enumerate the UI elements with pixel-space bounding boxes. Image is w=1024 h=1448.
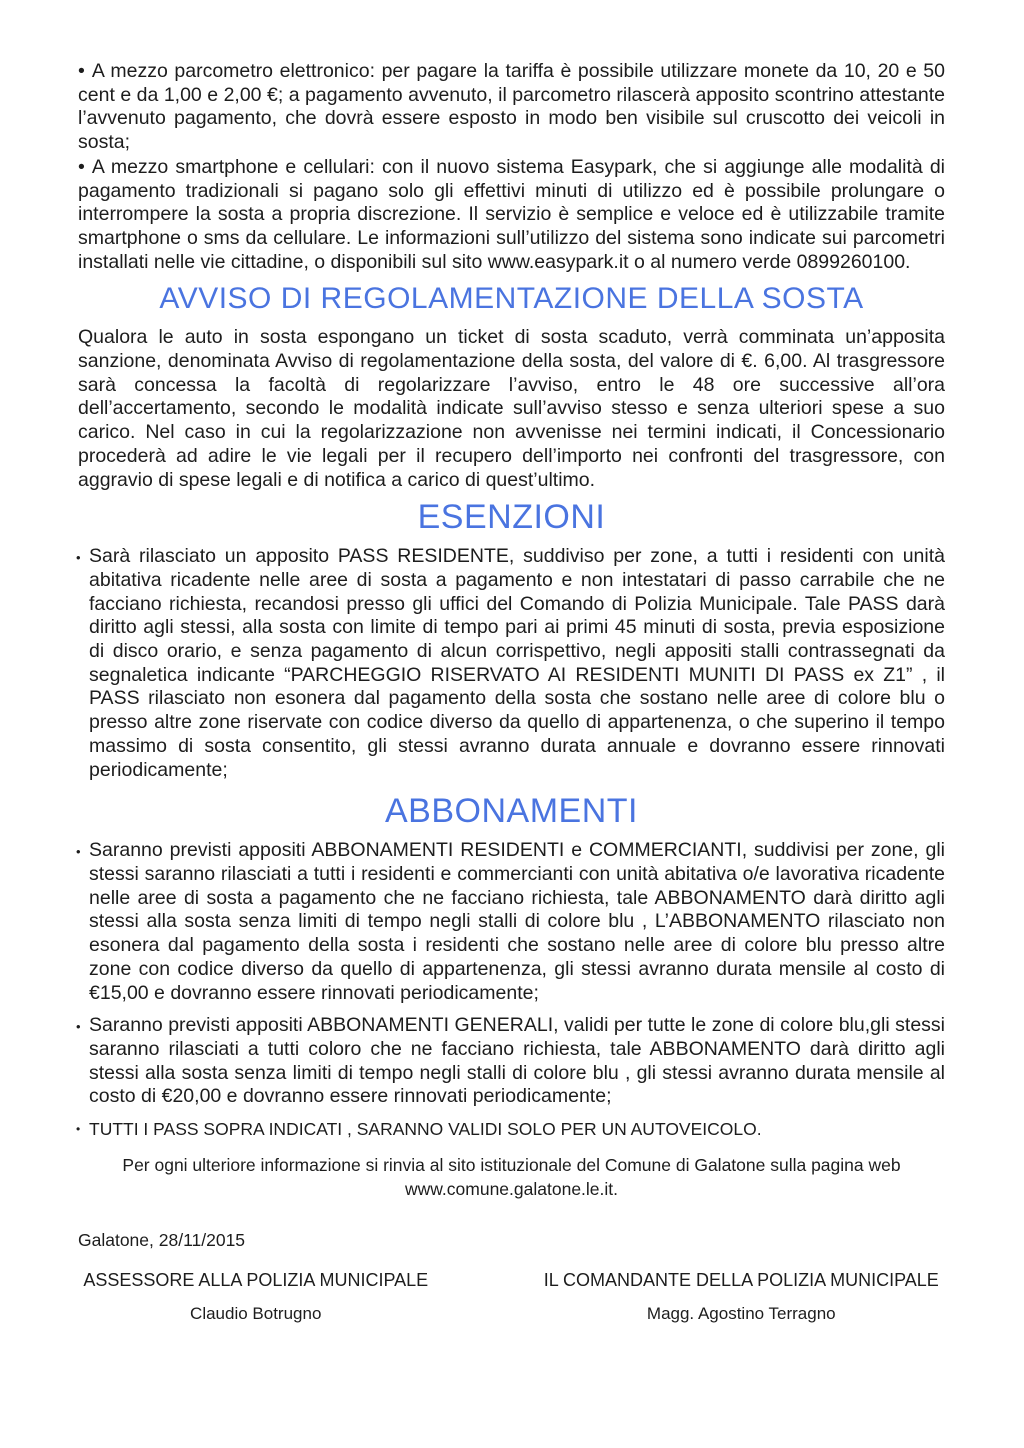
payment-method-parcometro-text: A mezzo parcometro elettronico: per pagare la tariffa è possibile utilizzare monete da 10, 20 e 50 cent e da 1,00 e 2,00 €; a pagamento avvenuto, il parcometro rilascerà apposito scontrino attestante l’avvenuto pagamento, che dovrà essere esposto in modo ben visibile sul cruscotto dei veicoli in sosta; bbox=[78, 60, 945, 154]
abbonamenti-residenti-text: Saranno previsti appositi ABBONAMENTI RESIDENTI e COMMERCIANTI, suddivisi per zone, gli stessi saranno rilasciati a tutti i residenti e commercianti con unità abitativa o/e lavorativa ricadente nelle aree di sosta a pagamento che ne facciano richiesta, tale ABBONAMENTO darà diritto agli stessi alla sosta senza limiti di tempo negli stalli di colore blu , L’ABBONAMENTO rilasciato non esonera dal pagamento della sosta i residenti che sostano nelle aree di colore blu presso altre zone con codice diverso da quello di appartenenza, gli stessi avranno durata mensile al costo di €15,00 e dovranno essere rinnovati periodicamente; bbox=[89, 839, 945, 1004]
payment-method-parcometro bbox=[78, 60, 945, 155]
bullet-icon: • bbox=[76, 550, 81, 566]
abbonamenti-residenti-paragraph bbox=[78, 839, 945, 1005]
bullet-icon: • bbox=[78, 155, 85, 178]
bullet-icon: • bbox=[78, 60, 85, 82]
section-heading-esenzioni: ESENZIONI bbox=[417, 498, 606, 537]
signature-name: Claudio Botrugno bbox=[190, 1304, 322, 1324]
pass-validity-note-text: TUTTI I PASS SOPRA INDICATI , SARANNO VALIDI SOLO PER UN AUTOVEICOLO. bbox=[89, 1119, 762, 1140]
section-heading-avviso: AVVISO DI REGOLAMENTAZIONE DELLA SOSTA bbox=[159, 282, 864, 316]
payment-method-smartphone bbox=[78, 156, 945, 275]
esenzioni-pass-residente-paragraph bbox=[78, 545, 945, 782]
signature-name: Magg. Agostino Terragno bbox=[646, 1304, 836, 1324]
info-note: Per ogni ulteriore informazione si rinvia al sito istituzionale del Comune di Galatone sulla pagina web www.comune.galatone.le.it. bbox=[122, 1155, 901, 1200]
abbonamenti-generali-text: Saranno previsti appositi ABBONAMENTI GENERALI, validi per tutte le zone di colore blu,gli stessi saranno rilasciati a tutti coloro che ne facciano richiesta, tale ABBONAMENTO darà diritto agli stessi alla sosta senza limiti di tempo negli stalli di colore blu , gli stessi avranno durata mensile al costo di €20,00 e dovranno essere rinnovati periodicamente; bbox=[89, 1014, 945, 1108]
signature-right bbox=[538, 1269, 945, 1324]
payment-method-smartphone-text: A mezzo smartphone e cellulari: con il nuovo sistema Easypark, che si aggiunge alle modalità di pagamento tradizionali si pagano solo gli effettivi minuti di utilizzo ed è possibile prolungare o interrompere la sosta a propria discrezione. Il servizio è semplice e veloce ed è utilizzabile tramite smartphone o sms da cellulare. Le informazioni sull’utilizzo del sistema sono indicate sui parcometri installati nelle vie cittadine, o disponibili sul sito www.easypark.it o al numero verde 0899260100. bbox=[78, 155, 945, 273]
bullet-icon: • bbox=[76, 1019, 81, 1035]
signature-left bbox=[78, 1269, 433, 1324]
signature-block bbox=[78, 1269, 945, 1324]
esenzioni-pass-residente-text: Sarà rilasciato un apposito PASS RESIDENTE, suddiviso per zone, a tutti i residenti con unità abitativa ricadente nelle aree di sosta a pagamento e non intestatari di passo carrabile che ne facciano richiesta, recandosi presso gli uffici del Comando di Polizia Municipale. Tale PASS darà diritto agli stessi, alla sosta con limite di tempo pari ai primi 45 minuti di sosta, previa esposizione di disco orario, e senza pagamento di alcun corrispettivo, negli appositi stalli contrassegnati da segnaletica indicante “PARCHEGGIO RISERVATO AI RESIDENTI MUNITI DI PASS ex Z1” , il PASS rilasciato non esonera dal pagamento della sosta che sostano nelle aree di colore blu o presso altre zone riservate con codice diverso da quello di appartenenza, o che superino il tempo massimo di sosta consentito, gli stessi avranno durata annuale e dovranno essere rinnovati periodicamente; bbox=[89, 545, 945, 781]
bullet-icon: • bbox=[76, 844, 81, 860]
bullet-icon: • bbox=[76, 1122, 81, 1137]
abbonamenti-generali-paragraph bbox=[78, 1014, 945, 1109]
pass-validity-note bbox=[78, 1118, 945, 1140]
date-line: Galatone, 28/11/2015 bbox=[78, 1230, 246, 1251]
section-heading-abbonamenti: ABBONAMENTI bbox=[385, 792, 638, 831]
signature-title: IL COMANDANTE DELLA POLIZIA MUNICIPALE bbox=[543, 1270, 939, 1291]
avviso-paragraph: Qualora le auto in sosta espongano un ticket di sosta scaduto, verrà comminata un’apposita sanzione, denominata Avviso di regolamentazione della sosta, del valore di €. 6,00. Al trasgressore sarà concessa la facoltà di regolarizzare l’avviso, entro le 48 ore successive all’ora dell’accertamento, secondo le modalità indicate sull’avviso stesso e senza ulteriori spese a suo carico. Nel caso in cui la regolarizzazione non avvenisse nei termini indicati, il Concessionario procederà ad adire le vie legali per il recupero dell’importo nei confronti del trasgressore, con aggravio di spese legali e di notifica a carico di quest’ultimo. bbox=[78, 326, 945, 491]
signature-title: ASSESSORE ALLA POLIZIA MUNICIPALE bbox=[83, 1270, 429, 1291]
